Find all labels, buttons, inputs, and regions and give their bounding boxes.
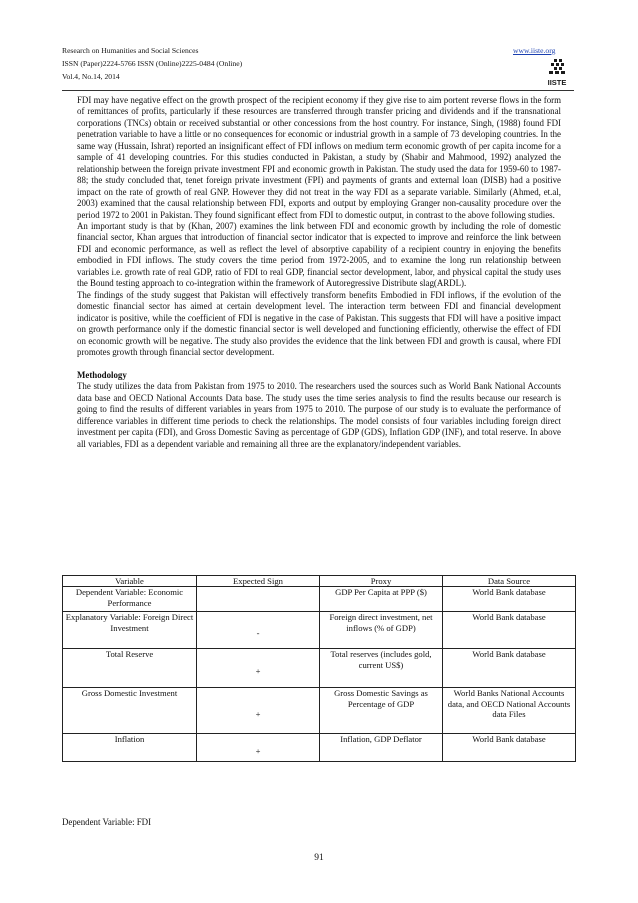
issn-line: ISSN (Paper)2224-5766 ISSN (Online)2225-0484 (Online) bbox=[62, 59, 243, 68]
cell-source: World Bank database bbox=[443, 649, 576, 688]
cell-sign: + bbox=[197, 649, 320, 688]
logo-text: IISTE bbox=[547, 78, 567, 87]
cell-variable: Dependent Variable: Economic Performance bbox=[63, 587, 197, 612]
cell-proxy: Total reserves (includes gold, current US$) bbox=[320, 649, 443, 688]
cell-sign: + bbox=[197, 688, 320, 734]
volume-line: Vol.4, No.14, 2014 bbox=[62, 72, 120, 81]
cell-sign bbox=[197, 587, 320, 612]
table-footnote: Dependent Variable: FDI bbox=[62, 817, 152, 827]
cell-proxy: Gross Domestic Savings as Percentage of GDP bbox=[320, 688, 443, 734]
cell-source: World Bank database bbox=[443, 587, 576, 612]
page-number: 91 bbox=[314, 853, 324, 863]
paragraph-khan-study: An important study is that by (Khan, 2007) examines the link between FDI and economic growth by including the role of domestic financial sector, Khan argues that introduction of financial sector indicator that is expected to improve and reinforce the link between FDI and economic performance, as well as reflect the level of absorptive capability of a recipient country in enjoying the benefits embodied in FDI inflows. The study covers the time period from 1972-2005, and to examine the long run relationship between variables i.e. growth rate of real GDP, ratio of FDI to real GDP, financial sector development, labor, and physical capital the study uses the Bound testing approach to co-integration within the framework of Autoregressive Distribute slag(ARDL). bbox=[77, 220, 561, 289]
cell-variable: Explanatory Variable: Foreign Direct Investment bbox=[63, 612, 197, 649]
journal-url-link[interactable]: www.iiste.org bbox=[513, 46, 556, 55]
cell-proxy: GDP Per Capita at PPP ($) bbox=[320, 587, 443, 612]
table-row bbox=[63, 649, 576, 688]
methodology-heading: Methodology bbox=[77, 369, 127, 380]
header-data-source: Data Source bbox=[443, 576, 576, 587]
header-expected-sign: Expected Sign bbox=[197, 576, 320, 587]
paragraph-findings: The findings of the study suggest that Pakistan will effectively transform benefits Embodied in FDI inflows, if the evolution of the domestic financial sector has aimed at certain development level. The interaction term between FDI and financial development indicator is positive, while the coefficient of FDI is negative in the case of Pakistan. This suggests that FDI will have a positive impact on growth performance only if the domestic financial sector is well developed and functioning efficiently, otherwise the effect of FDI on economic growth will be negative. The study also provides the evidence that the link between FDI and growth is causal, where FDI promotes growth through financial sector development. bbox=[77, 289, 561, 357]
paragraph-fdi-effects: FDI may have negative effect on the growth prospect of the recipient economy if they give rise to aim portent reverse flows in the form of remittances of profits, particularly if these resources are transferred through transfer pricing and dividends and if the transnational corporations (TNCs) obtain or received substantial or other concessions from the host country. For instance, Singh, (1988) found FDI penetration variable to have a little or no consequences for economic or industrial growth in a sample of 73 developing countries. In the same way (Hussain, Ishrat) reported an insignificant effect of FDI inflows on medium term economic growth of per capita income for a sample of 41 developing countries. For this studies conducted in Pakistan, a study by (Shabir and Mahmood, 1992) analyzed the relationship between the foreign private investment FPI and economic growth in Pakistan. The study used the data for 1959-60 to 1987-88; the study concluded that, tenet foreign private investment (FPI) and payments of grants and external loan (DISB) had a positive impact on the rate of growth of real GNP. However they did not treat in the way FDI as a separate variable. Similarly (Ahmed, et.al, 2003) examined that the causal relationship between FDI, exports and output by employing Granger non-causality procedure over the period 1972 to 2001 in Pakistan. They found significant effect from FDI to domestic output, in contrast to the above following studies. bbox=[77, 95, 561, 220]
cell-variable: Gross Domestic Investment bbox=[63, 688, 197, 734]
header-variable: Variable bbox=[63, 576, 197, 587]
cell-source: World Bank database bbox=[443, 734, 576, 762]
header-rule bbox=[62, 90, 574, 91]
paragraph-methodology: The study utilizes the data from Pakistan from 1975 to 2010. The researchers used the sources such as World Bank National Accounts data base and OECD National Accounts Data base. The study uses the time series analysis to find the results because our research is going to find the results of different variables in years from 1975 to 2010. The purpose of our study is to evaluate the performance of difference variables in different time periods to check the relationships. The model consists of four variables including foreign direct investment per capita (FDI), and Gross Domestic Saving as percentage of GDP (GDS), Inflation GDP (INF), and total reserve. In above all variables, FDI as a dependent variable and remaining all three are the explanatory/independent variables. bbox=[77, 381, 561, 449]
cell-variable: Total Reserve bbox=[63, 649, 197, 688]
cell-source: World Banks National Accounts data, and OECD National Accounts data Files bbox=[443, 688, 576, 734]
iiste-logo bbox=[545, 58, 569, 88]
article-body bbox=[77, 95, 561, 450]
table-row bbox=[63, 688, 576, 734]
cell-variable: Inflation bbox=[63, 734, 197, 762]
cell-sign: + bbox=[197, 734, 320, 762]
table-row bbox=[63, 734, 576, 762]
cell-proxy: Inflation, GDP Deflator bbox=[320, 734, 443, 762]
table-row bbox=[63, 612, 576, 649]
variables-table bbox=[62, 575, 576, 762]
table-header-row bbox=[63, 576, 576, 587]
cell-sign: - bbox=[197, 612, 320, 649]
cell-proxy: Foreign direct investment, net inflows (% of GDP) bbox=[320, 612, 443, 649]
table-row bbox=[63, 587, 576, 612]
journal-title: Research on Humanities and Social Sciences bbox=[62, 46, 199, 55]
cell-source: World Bank database bbox=[443, 612, 576, 649]
header-proxy: Proxy bbox=[320, 576, 443, 587]
